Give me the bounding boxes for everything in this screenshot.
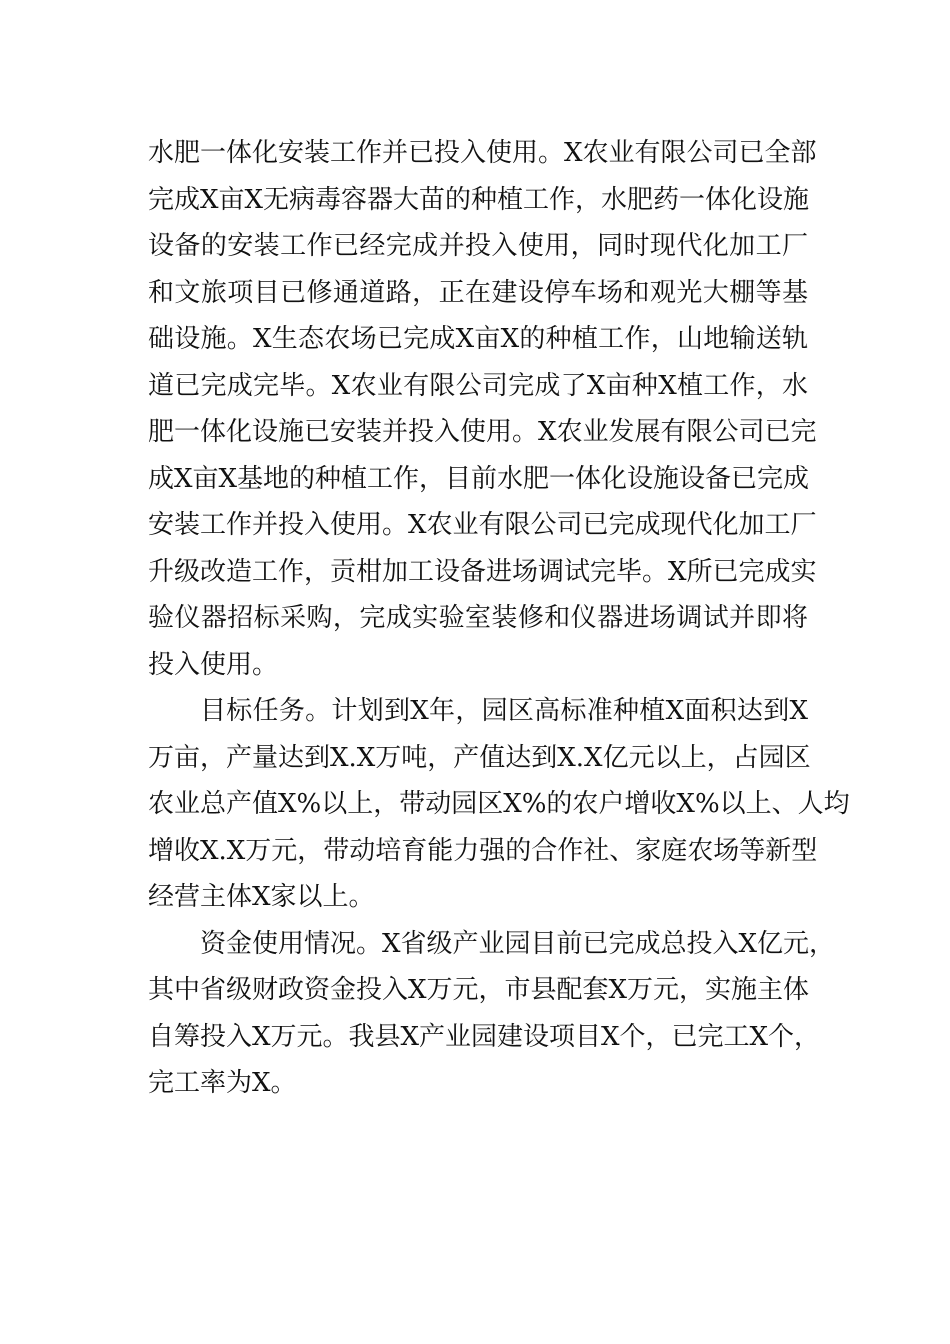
text-line: 道已完成完毕。X农业有限公司完成了X亩种X植工作，水 xyxy=(148,370,808,401)
text-line: 水肥一体化安装工作并已投入使用。X农业有限公司已全部 xyxy=(148,138,817,168)
text-line: 农业总产值X%以上，带动园区X%的农户增收X%以上、人均 xyxy=(148,789,850,819)
text-line: 增收X.X万元，带动培育能力强的合作社、家庭农场等新型 xyxy=(148,835,818,866)
text-line: 完成X亩X无病毒容器大苗的种植工作，水肥药一体化设施 xyxy=(148,184,810,215)
text-line: 经营主体X家以上。 xyxy=(148,882,375,912)
text-line: 础设施。X生态农场已完成X亩X的种植工作，山地输送轨 xyxy=(148,324,808,354)
paragraph-progress xyxy=(148,130,817,688)
text-line: 万亩，产量达到X.X万吨，产值达到X.X亿元以上，占园区 xyxy=(148,742,811,773)
text-line: 自筹投入X万元。我县X产业园建设项目X个，已完工X个， xyxy=(148,1021,821,1052)
text-line: 和文旅项目已修通道路，正在建设停车场和观光大棚等基 xyxy=(148,277,808,308)
paragraph-targets xyxy=(148,688,850,921)
text-line: 设备的安装工作已经完成并投入使用，同时现代化加工厂 xyxy=(148,231,808,261)
text-line: 升级改造工作，贡柑加工设备进场调试完毕。X所已完成实 xyxy=(148,556,817,587)
text-line: 目标任务。计划到X年，园区高标准种植X面积达到X xyxy=(200,696,808,726)
paragraph-funding xyxy=(148,921,836,1107)
document-body xyxy=(148,130,850,1107)
text-line: 成X亩X基地的种植工作，目前水肥一体化设施设备已完成 xyxy=(148,463,810,494)
text-line: 投入使用。 xyxy=(148,649,279,680)
text-line: 其中省级财政资金投入X万元，市县配套X万元，实施主体 xyxy=(148,975,810,1005)
text-line: 资金使用情况。X省级产业园目前已完成总投入X亿元， xyxy=(200,928,836,959)
text-line: 安装工作并投入使用。X农业有限公司已完成现代化加工厂 xyxy=(148,510,817,540)
text-line: 肥一体化设施已安装并投入使用。X农业发展有限公司已完 xyxy=(148,417,817,447)
text-line: 完工率为X。 xyxy=(148,1068,297,1098)
text-line: 验仪器招标采购，完成实验室装修和仪器进场调试并即将 xyxy=(148,603,808,633)
